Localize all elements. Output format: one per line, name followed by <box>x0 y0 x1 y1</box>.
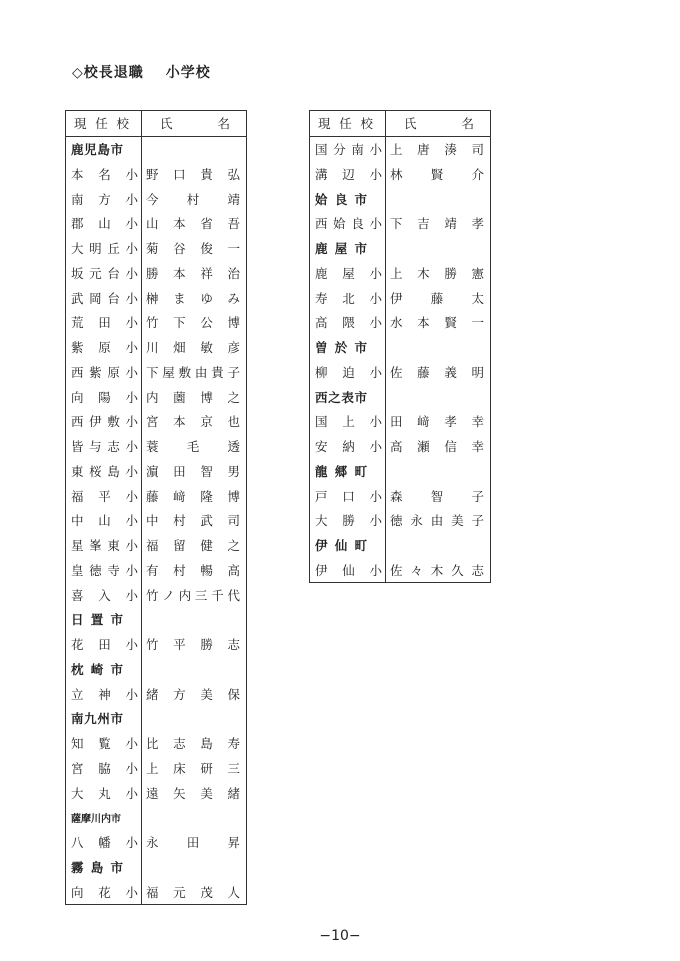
table-row <box>310 434 491 459</box>
name-cell <box>142 558 247 583</box>
table-row <box>66 681 247 706</box>
person-name: 宮 本 京 也 <box>146 414 240 430</box>
school-cell <box>310 335 386 360</box>
name-cell <box>142 211 247 236</box>
school-name: 皆 与 志 小 <box>71 439 138 455</box>
school-cell <box>310 483 386 508</box>
school-name: 福 平 小 <box>71 488 138 504</box>
school-cell <box>66 285 142 310</box>
school-cell <box>66 632 142 657</box>
school-cell <box>66 409 142 434</box>
person-name: 上 唐 湊 司 <box>390 142 484 158</box>
header-name: 氏 名 <box>142 111 247 137</box>
school-name: 星 峯 東 小 <box>71 538 138 554</box>
name-cell <box>386 384 491 409</box>
name-cell <box>142 310 247 335</box>
name-cell <box>142 632 247 657</box>
table-row <box>66 384 247 409</box>
school-name: 武 岡 台 小 <box>71 290 138 306</box>
school-name: 宮 脇 小 <box>71 760 138 776</box>
heading-prefix: ◇校長退職 <box>72 65 144 81</box>
name-cell <box>142 681 247 706</box>
name-cell <box>386 434 491 459</box>
table-row <box>66 731 247 756</box>
school-name: 高 隈 小 <box>315 315 382 331</box>
school-name: 溝 辺 小 <box>315 166 382 182</box>
city-label: 日 置 市 <box>71 612 123 628</box>
city-label: 薩摩川内市 <box>71 813 121 825</box>
name-cell <box>386 136 491 161</box>
school-cell <box>66 384 142 409</box>
school-cell <box>66 657 142 682</box>
table-row <box>66 310 247 335</box>
person-name: 内 薗 博 之 <box>146 389 240 405</box>
city-row <box>66 855 247 880</box>
name-cell <box>142 360 247 385</box>
school-cell <box>310 136 386 161</box>
school-cell <box>66 459 142 484</box>
name-cell <box>142 459 247 484</box>
name-cell <box>142 830 247 855</box>
school-cell <box>66 136 142 161</box>
table-row <box>66 211 247 236</box>
school-cell <box>66 756 142 781</box>
name-cell <box>386 483 491 508</box>
school-name: 東 桜 島 小 <box>71 463 138 479</box>
school-name: 安 納 小 <box>315 439 382 455</box>
school-name: 南 方 小 <box>71 191 138 207</box>
person-name: 下 屋 敷 由 貴 子 <box>146 364 240 380</box>
school-name: 中 山 小 <box>71 513 138 529</box>
school-cell <box>66 533 142 558</box>
school-name: 坂 元 台 小 <box>71 265 138 281</box>
school-cell <box>66 310 142 335</box>
header-school: 現 任 校 <box>66 111 142 137</box>
school-cell <box>66 211 142 236</box>
school-name: 紫 原 小 <box>71 340 138 356</box>
school-cell <box>310 409 386 434</box>
school-name: 郡 山 小 <box>71 216 138 232</box>
table-row <box>66 409 247 434</box>
name-cell <box>386 261 491 286</box>
table-row <box>66 582 247 607</box>
person-name: 下 吉 靖 孝 <box>390 216 484 232</box>
school-name: 西 姶 良 小 <box>315 216 382 232</box>
name-cell <box>386 360 491 385</box>
name-cell <box>386 162 491 187</box>
school-name: 花 田 小 <box>71 637 138 653</box>
school-cell <box>66 335 142 360</box>
school-name: 喜 入 小 <box>71 587 138 603</box>
table-row <box>66 186 247 211</box>
person-name: 山 本 省 吾 <box>146 216 240 232</box>
school-cell <box>66 681 142 706</box>
person-name: 水 本 賢 一 <box>390 315 484 331</box>
city-row <box>310 459 491 484</box>
city-row <box>310 384 491 409</box>
table-row <box>310 162 491 187</box>
school-cell <box>310 310 386 335</box>
name-cell <box>386 335 491 360</box>
school-name: 国 分 南 小 <box>315 142 382 158</box>
person-name: 田 﨑 孝 幸 <box>390 414 484 430</box>
name-cell <box>142 706 247 731</box>
table-row <box>66 830 247 855</box>
school-name: 西 紫 原 小 <box>71 364 138 380</box>
page-number: −10− <box>319 928 361 944</box>
school-cell <box>66 186 142 211</box>
school-cell <box>66 558 142 583</box>
name-cell <box>142 136 247 161</box>
table-row <box>66 879 247 904</box>
city-label: 鹿 児 島 市 <box>71 142 123 158</box>
table-row <box>66 335 247 360</box>
school-name: 大 丸 小 <box>71 785 138 801</box>
header-school: 現 任 校 <box>310 111 386 137</box>
school-cell <box>66 706 142 731</box>
school-cell <box>66 780 142 805</box>
heading-category: 小学校 <box>165 65 211 81</box>
school-name: 大 明 丘 小 <box>71 241 138 257</box>
school-cell <box>310 236 386 261</box>
name-cell <box>142 855 247 880</box>
table-row <box>66 558 247 583</box>
table-row <box>310 508 491 533</box>
name-cell <box>142 409 247 434</box>
name-cell <box>142 483 247 508</box>
name-cell <box>386 558 491 583</box>
person-name: 佐 藤 義 明 <box>390 364 484 380</box>
right-roster-body <box>310 136 491 583</box>
school-cell <box>310 186 386 211</box>
city-label: 姶 良 市 <box>315 191 367 207</box>
name-cell <box>386 533 491 558</box>
name-cell <box>386 186 491 211</box>
city-label: 鹿 屋 市 <box>315 241 367 257</box>
name-cell <box>142 657 247 682</box>
person-name: 竹 ノ 内 三 千 代 <box>146 587 240 603</box>
person-name: 林 賢 介 <box>390 166 484 182</box>
person-name: 有 村 暢 高 <box>146 562 240 578</box>
city-row <box>66 706 247 731</box>
city-label: 龍 郷 町 <box>315 463 367 479</box>
table-row <box>66 459 247 484</box>
city-row <box>66 657 247 682</box>
person-name: 菊 谷 俊 一 <box>146 241 240 257</box>
table-row <box>310 136 491 161</box>
school-cell <box>66 434 142 459</box>
person-name: 徳 永 由 美 子 <box>390 513 484 529</box>
person-name: 伊 藤 太 <box>390 290 484 306</box>
person-name: 福 元 茂 人 <box>146 884 240 900</box>
school-name: 西 伊 敷 小 <box>71 414 138 430</box>
person-name: 榊 ま ゆ み <box>146 290 240 306</box>
table-row <box>66 508 247 533</box>
school-name: 荒 田 小 <box>71 315 138 331</box>
name-cell <box>142 261 247 286</box>
name-cell <box>386 236 491 261</box>
school-name: 本 名 小 <box>71 166 138 182</box>
name-cell <box>142 434 247 459</box>
table-row <box>310 285 491 310</box>
school-cell <box>66 830 142 855</box>
school-name: 伊 仙 小 <box>315 562 382 578</box>
school-cell <box>310 508 386 533</box>
name-cell <box>142 384 247 409</box>
city-row <box>66 805 247 830</box>
name-cell <box>142 805 247 830</box>
left-roster-table <box>65 110 247 905</box>
school-cell <box>66 607 142 632</box>
table-row <box>66 162 247 187</box>
name-cell <box>386 459 491 484</box>
school-cell <box>66 483 142 508</box>
school-cell <box>66 261 142 286</box>
name-cell <box>142 508 247 533</box>
table-row <box>66 533 247 558</box>
city-row <box>310 186 491 211</box>
table-row <box>66 261 247 286</box>
school-name: 知 覧 小 <box>71 736 138 752</box>
name-cell <box>142 186 247 211</box>
school-name: 立 神 小 <box>71 686 138 702</box>
table-row <box>66 632 247 657</box>
school-cell <box>66 879 142 904</box>
city-label: 南 九 州 市 <box>71 711 123 727</box>
person-name: 濵 田 智 男 <box>146 463 240 479</box>
table-row <box>66 360 247 385</box>
school-cell <box>310 285 386 310</box>
person-name: 佐 々 木 久 志 <box>390 562 484 578</box>
person-name: 野 口 貴 弘 <box>146 166 240 182</box>
person-name: 森 智 子 <box>390 488 484 504</box>
person-name: 遠 矢 美 緒 <box>146 785 240 801</box>
city-label: 西 之 表 市 <box>315 389 367 405</box>
name-cell <box>386 310 491 335</box>
city-label: 霧 島 市 <box>71 859 123 875</box>
right-roster-table <box>309 110 491 583</box>
school-cell <box>310 162 386 187</box>
school-name: 柳 迫 小 <box>315 364 382 380</box>
person-name: 比 志 島 寿 <box>146 736 240 752</box>
header-row <box>66 111 247 137</box>
school-cell <box>66 508 142 533</box>
name-cell <box>386 285 491 310</box>
header-name: 氏 名 <box>386 111 491 137</box>
school-cell <box>66 582 142 607</box>
table-row <box>66 434 247 459</box>
school-name: 大 勝 小 <box>315 513 382 529</box>
school-cell <box>310 360 386 385</box>
table-row <box>66 236 247 261</box>
school-cell <box>310 261 386 286</box>
school-cell <box>66 360 142 385</box>
city-label: 枕 崎 市 <box>71 661 123 677</box>
person-name: 緒 方 美 保 <box>146 686 240 702</box>
school-name: 寿 北 小 <box>315 290 382 306</box>
city-row <box>310 236 491 261</box>
table-row <box>66 483 247 508</box>
table-row <box>310 360 491 385</box>
table-row <box>310 409 491 434</box>
table-row <box>66 780 247 805</box>
school-name: 戸 口 小 <box>315 488 382 504</box>
school-name: 向 陽 小 <box>71 389 138 405</box>
name-cell <box>142 607 247 632</box>
name-cell <box>386 508 491 533</box>
school-name: 皇 徳 寺 小 <box>71 562 138 578</box>
person-name: 竹 平 勝 志 <box>146 637 240 653</box>
name-cell <box>142 533 247 558</box>
city-row <box>310 335 491 360</box>
name-cell <box>142 731 247 756</box>
name-cell <box>142 582 247 607</box>
school-cell <box>310 558 386 583</box>
school-cell <box>310 211 386 236</box>
school-name: 八 幡 小 <box>71 835 138 851</box>
school-cell <box>66 162 142 187</box>
city-row <box>66 607 247 632</box>
person-name: 藤 﨑 隆 博 <box>146 488 240 504</box>
table-row <box>310 261 491 286</box>
name-cell <box>142 236 247 261</box>
header-row <box>310 111 491 137</box>
table-row <box>310 211 491 236</box>
table-row <box>310 310 491 335</box>
name-cell <box>386 211 491 236</box>
name-cell <box>142 335 247 360</box>
city-label: 伊 仙 町 <box>315 538 367 554</box>
name-cell <box>142 285 247 310</box>
city-label: 曽 於 市 <box>315 340 367 356</box>
table-row <box>310 558 491 583</box>
person-name: 中 村 武 司 <box>146 513 240 529</box>
city-row <box>310 533 491 558</box>
school-cell <box>310 459 386 484</box>
school-name: 向 花 小 <box>71 884 138 900</box>
person-name: 福 留 健 之 <box>146 538 240 554</box>
person-name: 上 木 勝 憲 <box>390 265 484 281</box>
school-name: 鹿 屋 小 <box>315 265 382 281</box>
person-name: 高 瀬 信 幸 <box>390 439 484 455</box>
school-cell <box>66 236 142 261</box>
school-cell <box>310 384 386 409</box>
person-name: 上 床 研 三 <box>146 760 240 776</box>
name-cell <box>142 780 247 805</box>
school-cell <box>66 731 142 756</box>
name-cell <box>142 879 247 904</box>
person-name: 今 村 靖 <box>146 191 240 207</box>
table-row <box>66 756 247 781</box>
person-name: 永 田 昇 <box>146 835 240 851</box>
person-name: 竹 下 公 博 <box>146 315 240 331</box>
table-row <box>310 483 491 508</box>
school-cell <box>66 855 142 880</box>
school-cell <box>310 434 386 459</box>
person-name: 勝 本 祥 治 <box>146 265 240 281</box>
name-cell <box>386 409 491 434</box>
school-name: 国 上 小 <box>315 414 382 430</box>
left-roster-body <box>66 136 247 904</box>
school-cell <box>310 533 386 558</box>
person-name: 蓑 毛 透 <box>146 439 240 455</box>
school-cell <box>66 805 142 830</box>
name-cell <box>142 756 247 781</box>
name-cell <box>142 162 247 187</box>
person-name: 川 畑 敏 彦 <box>146 340 240 356</box>
city-row <box>66 136 247 161</box>
table-row <box>66 285 247 310</box>
section-heading <box>72 62 211 82</box>
